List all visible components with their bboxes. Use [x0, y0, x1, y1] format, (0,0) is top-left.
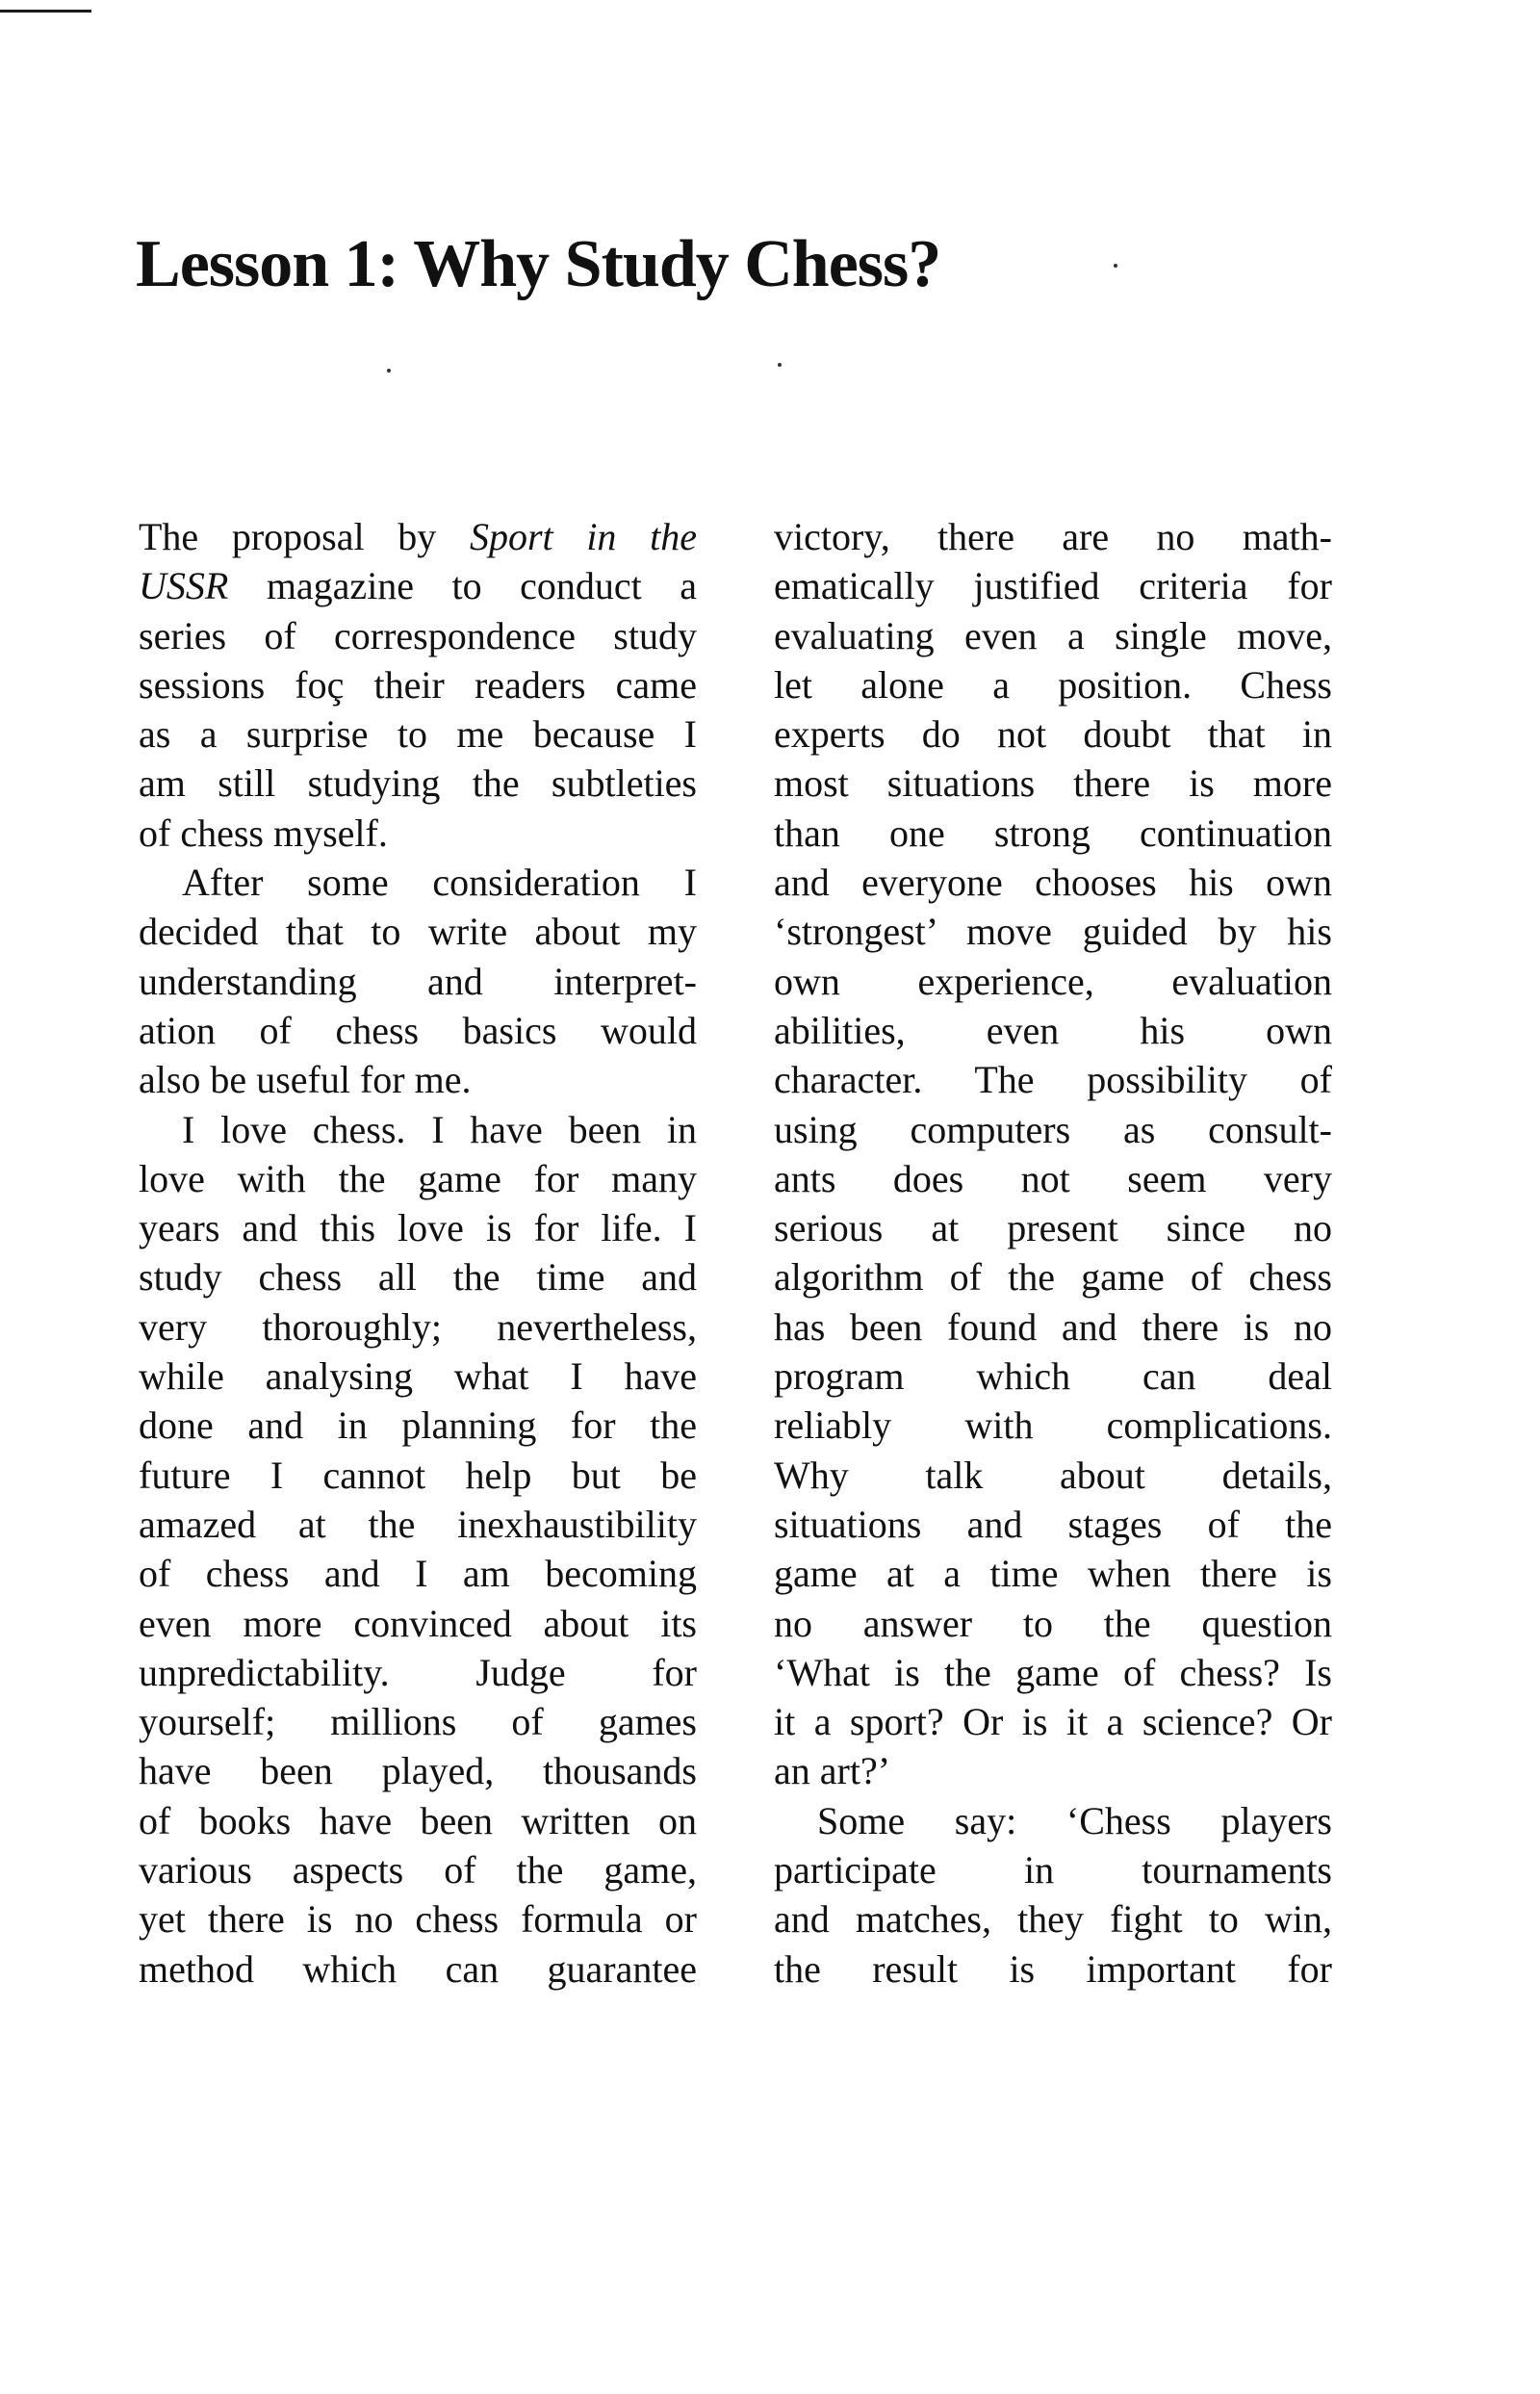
text-line: understanding and interpret- — [139, 959, 697, 1003]
text-line: algorithm of the game of chess — [774, 1255, 1332, 1300]
text-line: After some consideration I — [182, 861, 697, 905]
text-line: serious at present since no — [774, 1206, 1332, 1250]
text-line: years and this love is for life. I — [139, 1206, 697, 1250]
text-column-left — [139, 512, 697, 1994]
text-line: Some say: ‘Chess players — [817, 1798, 1332, 1842]
text-line: The proposal by Sport in the — [139, 515, 697, 558]
text-line: the result is important for — [774, 1946, 1332, 1991]
text-line: victory, there are no math- — [774, 515, 1332, 558]
text-line: an art?’ — [774, 1749, 891, 1793]
text-line: even more convinced about its — [139, 1601, 697, 1645]
text-line: most situations there is more — [774, 761, 1332, 806]
text-line: and matches, they fight to win, — [774, 1897, 1332, 1942]
text-line: evaluating even a single move, — [774, 613, 1332, 657]
text-line: while analysing what I have — [139, 1354, 697, 1399]
lesson-title: Lesson 1: Why Study Chess? — [136, 227, 941, 301]
text-line: love with the game for many — [139, 1156, 697, 1200]
text-line: it a sport? Or is it a science? Or — [774, 1700, 1332, 1744]
text-line: let alone a position. Chess — [774, 662, 1332, 707]
text-line: reliably with complications. — [774, 1403, 1332, 1448]
text-line: and everyone chooses his own — [774, 861, 1332, 905]
scan-speck — [778, 363, 782, 367]
text-line: done and in planning for the — [139, 1403, 697, 1448]
text-line: abilities, even his own — [774, 1008, 1332, 1052]
text-line: various aspects of the game, — [139, 1848, 697, 1892]
scan-speck — [1114, 264, 1117, 268]
text-line: no answer to the question — [774, 1601, 1332, 1645]
text-line: sessions foç their readers came — [139, 662, 697, 707]
text-line: USSR magazine to conduct a — [139, 564, 697, 608]
text-line: future I cannot help but be — [139, 1453, 697, 1497]
text-line: ants does not seem very — [774, 1156, 1332, 1200]
text-line: ‘What is the game of chess? Is — [774, 1650, 1332, 1694]
text-line: character. The possibility of — [774, 1058, 1332, 1102]
text-line: unpredictability. Judge for — [139, 1650, 697, 1694]
text-line: study chess all the time and — [139, 1255, 697, 1300]
text-line: own experience, evaluation — [774, 959, 1332, 1003]
text-line: of chess myself. — [139, 811, 388, 855]
text-line: method which can guarantee — [139, 1946, 697, 1991]
text-line: also be useful for me. — [139, 1058, 472, 1102]
text-line: series of correspondence study — [139, 613, 697, 657]
text-line: have been played, thousands — [139, 1749, 697, 1793]
text-line: ematically justified criteria for — [774, 564, 1332, 608]
text-column-right — [774, 512, 1332, 1994]
text-line: than one strong continuation — [774, 811, 1332, 855]
text-line: experts do not doubt that in — [774, 712, 1332, 757]
scan-speck — [387, 369, 391, 373]
text-line: Why talk about details, — [774, 1453, 1332, 1497]
text-line: very thoroughly; nevertheless, — [139, 1304, 697, 1349]
text-line: yet there is no chess formula or — [139, 1897, 697, 1942]
text-line: program which can deal — [774, 1354, 1332, 1399]
text-line: of books have been written on — [139, 1798, 697, 1842]
text-line: has been found and there is no — [774, 1304, 1332, 1349]
scan-edge-rule — [0, 10, 91, 13]
text-line: yourself; millions of games — [139, 1700, 697, 1744]
text-line: ‘strongest’ move guided by his — [774, 910, 1332, 954]
text-line: decided that to write about my — [139, 910, 697, 954]
text-line: game at a time when there is — [774, 1552, 1332, 1596]
text-line: situations and stages of the — [774, 1502, 1332, 1546]
text-line: I love chess. I have been in — [182, 1107, 697, 1151]
text-line: using computers as consult- — [774, 1107, 1332, 1151]
text-line: of chess and I am becoming — [139, 1552, 697, 1596]
text-line: am still studying the subtleties — [139, 761, 697, 806]
text-line: ation of chess basics would — [139, 1008, 697, 1052]
text-line: as a surprise to me because I — [139, 712, 697, 757]
text-line: participate in tournaments — [774, 1848, 1332, 1892]
text-line: amazed at the inexhaustibility — [139, 1502, 697, 1546]
